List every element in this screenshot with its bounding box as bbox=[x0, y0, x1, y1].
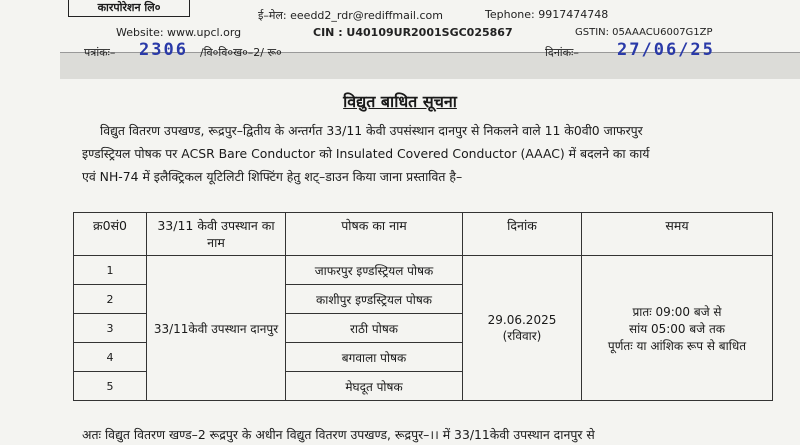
cin-text: CIN : U40109UR2001SGC025867 bbox=[313, 26, 513, 39]
time-line-1: प्रातः 09:00 बजे से bbox=[632, 304, 722, 319]
paragraph-line-2: इण्डस्ट्रियल पोषक पर ACSR Bare Conductor को Insulated Covered Conductor (AAAC) में बदलने का कार्य bbox=[82, 146, 650, 161]
row-serial: 5 bbox=[74, 372, 147, 401]
row-feeder: मेघदूत पोषक bbox=[286, 372, 463, 401]
row-feeder: जाफरपुर इण्डस्ट्रियल पोषक bbox=[286, 256, 463, 285]
row-serial: 1 bbox=[74, 256, 147, 285]
row-serial: 3 bbox=[74, 314, 147, 343]
date-cell bbox=[463, 256, 582, 401]
row-feeder: राठी पोषक bbox=[286, 314, 463, 343]
email-text: ई–मेल: eeedd2_rdr@rediffmail.com bbox=[258, 9, 443, 22]
dinank-value: 27/06/25 bbox=[617, 40, 715, 60]
row-feeder: बगवाला पोषक bbox=[286, 343, 463, 372]
closing-line: अतः विद्युत वितरण खण्ड–2 रूद्रपुर के अधीन विद्युत वितरण उपखण्ड, रूद्रपुर–।। में 33/11केवी उपस्थान दानपुर से bbox=[82, 427, 595, 442]
patrank-number: 2306 bbox=[139, 40, 188, 60]
row-serial: 2 bbox=[74, 285, 147, 314]
time-line-2: सांय 05:00 बजे तक bbox=[628, 321, 726, 336]
header-time: समय bbox=[582, 213, 773, 256]
header-substation: 33/11 केवी उपस्थान का नाम bbox=[147, 213, 286, 256]
phone-text: Tephone: 9917474748 bbox=[485, 8, 609, 21]
day-value: (रविवार) bbox=[502, 328, 542, 343]
substation-cell: 33/11केवी उपस्थान दानपुर bbox=[147, 256, 286, 401]
schedule-table bbox=[73, 212, 773, 401]
paragraph-line-3: एवं NH-74 में इलैक्ट्रिकल यूटिलिटी शिफ्टिंग हेतु शट्–डाउन किया जाना प्रस्तावित है– bbox=[82, 169, 463, 184]
header-feeder: पोषक का नाम bbox=[286, 213, 463, 256]
row-feeder: काशीपुर इण्डस्ट्रियल पोषक bbox=[286, 285, 463, 314]
time-line-3: पूर्णतः या आंशिक रूप से बाधित bbox=[607, 338, 747, 353]
patrank-suffix: /वि०वि०ख०–2/ रू० bbox=[200, 46, 282, 59]
time-cell bbox=[582, 256, 773, 401]
table-row bbox=[74, 256, 773, 285]
notice-title: विद्युत बाधित सूचना bbox=[343, 92, 457, 111]
dinank-label: दिनांकः– bbox=[545, 46, 579, 59]
patrank-label: पत्रांकः– bbox=[84, 46, 116, 59]
header-date: दिनांक bbox=[463, 213, 582, 256]
row-serial: 4 bbox=[74, 343, 147, 372]
website-text: Website: www.upcl.org bbox=[116, 26, 242, 39]
header-serial: क्र0सं0 bbox=[74, 213, 147, 256]
paragraph-line-1: विद्युत वितरण उपखण्ड, रूद्रपुर–द्वितीय के अन्तर्गत 33/11 केवी उपसंस्थान दानपुर से निकलने वाले 11 के0वी0 जाफरपुर bbox=[100, 123, 643, 138]
gstin-text: GSTIN: 05AAACU6007G1ZP bbox=[575, 27, 713, 38]
date-value: 29.06.2025 bbox=[487, 312, 557, 327]
company-logo-box: कारपोरेशन लि० bbox=[68, 0, 190, 17]
table-header-row bbox=[74, 213, 773, 256]
